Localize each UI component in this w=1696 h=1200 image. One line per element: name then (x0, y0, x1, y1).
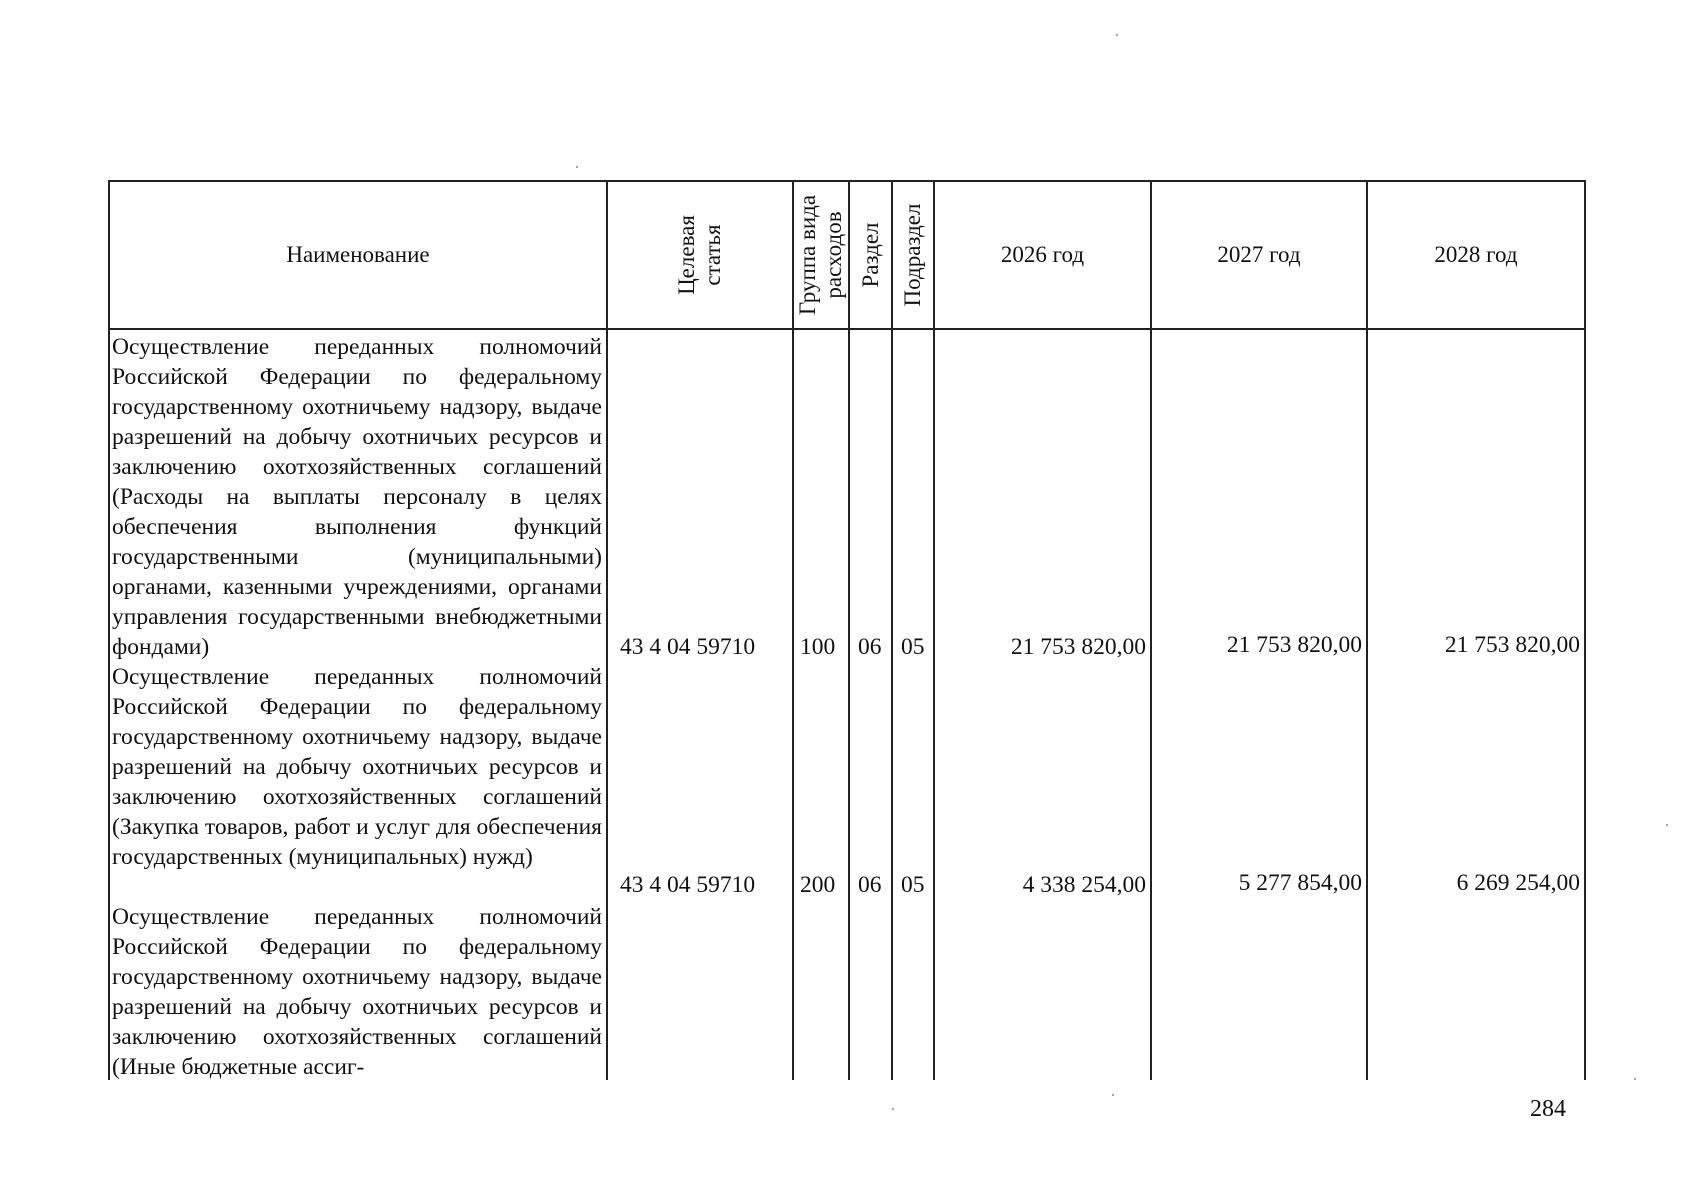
table-row-1-section: 06 (858, 634, 882, 660)
table-row-1-target: 43 4 04 59710 (620, 634, 756, 660)
header-2028: 2028 год (1434, 242, 1518, 267)
header-section: Раздел (857, 222, 883, 288)
header-target-article-line1: Целевая (674, 215, 699, 295)
table-row-2-subsection: 05 (901, 872, 925, 898)
table-row-1-name: Осуществление переданных полномочий Российской Федерации по федеральному государственному охотничьему надзору, выдаче разрешений на добычу охотничьих ресурсов и заключению охотхозяйственных соглашений (Расходы на выплаты персоналу в целях обеспечения выполнения функций государственными (муниципальными) органами, казенными учреждениями, органами управления государственными внебюджетными фондами) (112, 334, 602, 660)
table-row-2-2026: 4 338 254,00 (1022, 872, 1146, 898)
scan-speck (892, 1108, 894, 1110)
col-border-2028 (1584, 180, 1586, 1080)
col-border-target-body (792, 330, 794, 1080)
header-expense-group-line2: расходов (821, 211, 846, 299)
page-number: 284 (1530, 1096, 1566, 1122)
header-expense-group (794, 180, 848, 330)
scan-speck (576, 166, 578, 168)
table-row-3-name: Осуществление переданных полномочий Российской Федерации по федеральному государственному охотничьему надзору, выдаче разрешений на добычу охотничьих ресурсов и заключению охотхозяйственных соглашений (Иные бюджетные ассиг- (112, 904, 602, 1080)
scan-speck (1112, 1094, 1114, 1096)
header-subsection: Подраздел (900, 203, 925, 307)
header-expense-group-line1: Группа вида (795, 194, 820, 316)
header-2026: 2026 год (1000, 242, 1085, 267)
table-row-1-2028: 21 753 820,00 (1444, 632, 1580, 658)
table-row-2-2028: 6 269 254,00 (1456, 870, 1580, 896)
table-row-2-group: 200 (800, 872, 836, 898)
table-row-1-2027: 21 753 820,00 (1226, 632, 1362, 658)
table-row-2-section: 06 (858, 872, 882, 898)
budget-table (108, 180, 1586, 1080)
table-row-1-2026: 21 753 820,00 (1010, 634, 1146, 660)
scan-speck (1634, 1078, 1636, 1080)
header-target-article-line2: статья (700, 224, 725, 286)
scan-speck (1116, 34, 1118, 36)
table-row-1-subsection: 05 (901, 634, 925, 660)
header-name: Наименование (286, 242, 430, 267)
table-row-1-group: 100 (800, 634, 836, 660)
table-row-2-target: 43 4 04 59710 (620, 872, 756, 898)
header-target-article (608, 180, 792, 330)
header-2027: 2027 год (1217, 242, 1301, 267)
scan-speck (1666, 824, 1668, 826)
table-row-2-name: Осуществление переданных полномочий Российской Федерации по федеральному государственному охотничьему надзору, выдаче разрешений на добычу охотничьих ресурсов и заключению охотхозяйственных соглашений (Закупка товаров, работ и услуг для обеспечения государственных (муниципальных) нужд) (112, 664, 602, 870)
table-row-2-2027: 5 277 854,00 (1238, 870, 1362, 896)
